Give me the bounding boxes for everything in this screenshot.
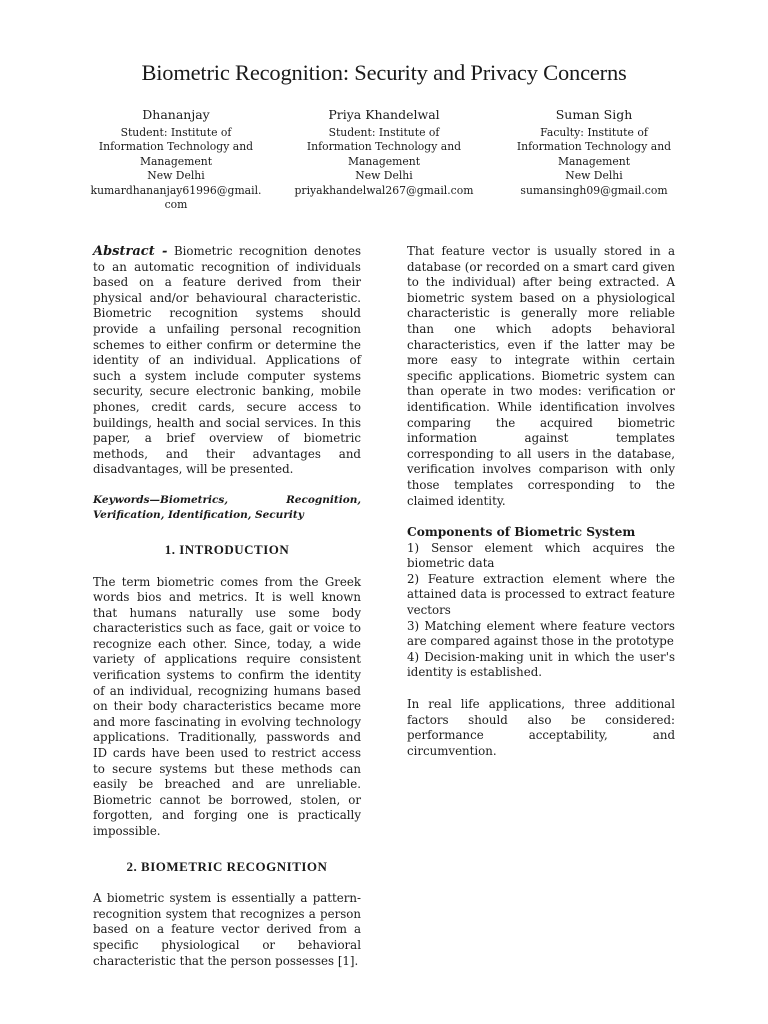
author-email: com: [164, 198, 188, 211]
paper-title: Biometric Recognition: Security and Privacy Concerns: [141, 60, 627, 85]
author-name: Dhananjay: [142, 107, 210, 122]
introduction-text: The term biometric comes from the Greek words bios and metrics. It is well known that humans naturally use some body characteristics such as face, gait or voice to recognize each other. Since, today, a wide variety of applications require consistent verification systems to confirm the identity of an individual, recognizing humans based on their body characteristics became more and more fascinating in evolving technology applications. Traditionally, passwords and ID cards have been used to restrict access to secure systems but these methods can easily be breached and are unreliable. Biometric cannot be borrowed, stolen, or forgotten, and forging one is practically impossible.: [93, 574, 361, 838]
author-affiliation: Information Technology and: [306, 140, 462, 153]
abstract-label: Abstract -: [93, 244, 168, 259]
list-item: 3) Matching element where feature vectors are compared against those in the prototype: [407, 618, 675, 649]
right-paragraph: That feature vector is usually stored in a database (or recorded on a smart card given to the individual) after being extracted. A biometric system based on a physiological characteristic is generally more reliable than one which adopts behavioral characteristics, even if the latter may be more easy to integrate within certain specific applications. Biometric system can than operate in two modes: verification or identification. While identification involves comparing the acquired biometric information against templates corresponding to all users in the database, verification involves comparison with only those templates corresponding to the claimed identity.: [407, 244, 675, 508]
author-block: [494, 108, 694, 198]
author-affiliation: Faculty: Institute of: [540, 125, 648, 139]
author-name: Suman Sigh: [555, 107, 633, 122]
author-name: Priya Khandelwal: [328, 107, 440, 122]
author-affiliation: Student: Institute of: [328, 125, 440, 139]
author-block: [76, 108, 276, 213]
right-paragraph: In real life applications, three additional factors should also be considered: performance acceptability, and circumvention.: [407, 697, 675, 758]
author-email: priyakhandelwal267@gmail.com: [294, 183, 474, 197]
author-city: New Delhi: [565, 169, 623, 182]
author-block: [284, 108, 484, 198]
section-heading-biometric-recognition: 2. BIOMETRIC RECOGNITION: [126, 858, 328, 874]
list-item: 4) Decision-making unit in which the user's identity is established.: [407, 649, 675, 680]
author-email: sumansingh09@gmail.com: [520, 183, 668, 197]
author-affiliation: Information Technology and: [516, 140, 672, 153]
author-affiliation: Management: [139, 154, 213, 168]
keywords: Keywords—Biometrics, Recognition, Verification, Identification, Security: [93, 493, 361, 521]
abstract-text: Biometric recognition denotes to an automatic recognition of individuals based on a feature derived from their physical and/or behavioural characteristic. Biometric recognition systems should provide a unfailing personal recognition schemes to either confirm or determine the identity of an individual. Applications of such a system include computer systems security, secure electronic banking, mobile phones, credit cards, secure access to buildings, health and social services. In this paper, a brief overview of biometric methods, and their advantages and disadvantages, will be presented.: [93, 244, 361, 477]
section-heading-introduction: 1. INTRODUCTION: [164, 541, 290, 557]
list-item: 1) Sensor element which acquires the biometric data: [407, 540, 675, 571]
abstract: [93, 244, 361, 478]
author-email: kumardhananjay61996@gmail.: [90, 183, 262, 197]
author-affiliation: Management: [557, 154, 631, 168]
author-affiliation: Information Technology and: [98, 140, 254, 153]
author-city: New Delhi: [147, 169, 205, 182]
list-item: 2) Feature extraction element where the attained data is processed to extract feature vectors: [407, 571, 675, 618]
author-city: New Delhi: [355, 169, 413, 182]
components-heading: Components of Biometric System: [407, 525, 636, 540]
right-column: [407, 244, 675, 759]
author-affiliation: Management: [347, 154, 421, 168]
left-column: [93, 244, 361, 969]
biometric-recognition-text: A biometric system is essentially a pattern-recognition system that recognizes a person based on a feature vector derived from a specific physiological or behavioral characteristic that the person possesses [1].: [93, 891, 361, 968]
author-affiliation: Student: Institute of: [120, 125, 232, 139]
